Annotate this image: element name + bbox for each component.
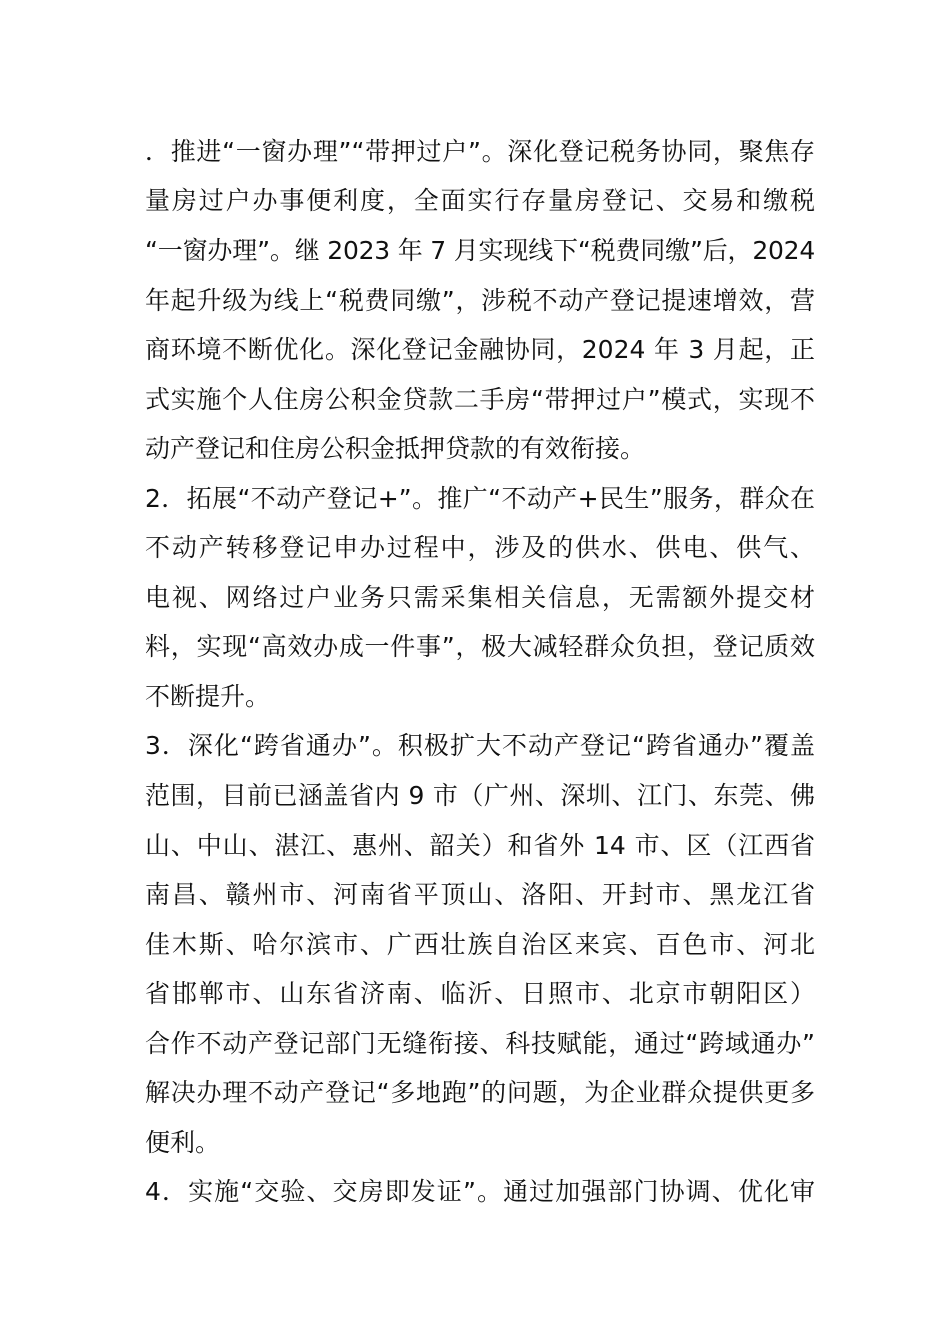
text-line-11: 料，实现“高效办成一件事”，极大减轻群众负担，登记质效 bbox=[145, 632, 815, 661]
text-line-10: 电视、网络过户业务只需采集相关信息，无需额外提交材 bbox=[145, 583, 815, 612]
text-line-7: 动产登记和住房公积金抵押贷款的有效衔接。 bbox=[145, 434, 646, 463]
text-line-5: 商环境不断优化。深化登记金融协同，2024 年 3 月起，正 bbox=[145, 335, 815, 364]
text-line-9: 不动产转移登记申办过程中，涉及的供水、供电、供气、 bbox=[145, 533, 815, 562]
text-line-15: 山、中山、湛江、惠州、韶关）和省外 14 市、区（江西省 bbox=[145, 831, 815, 860]
text-line-13: 3．深化“跨省通办”。积极扩大不动产登记“跨省通办”覆盖 bbox=[145, 731, 815, 760]
text-line-1: ．推进“一窗办理”“带押过户”。深化登记税务协同，聚焦存 bbox=[145, 137, 815, 166]
text-line-17: 佳木斯、哈尔滨市、广西壮族自治区来宾、百色市、河北 bbox=[145, 930, 815, 959]
text-line-20: 解决办理不动产登记“多地跑”的问题，为企业群众提供更多 bbox=[145, 1078, 815, 1107]
text-line-2: 量房过户办事便利度，全面实行存量房登记、交易和缴税 bbox=[145, 186, 815, 215]
text-line-8: 2．拓展“不动产登记+”。推广“不动产+民生”服务，群众在 bbox=[145, 484, 815, 513]
text-line-16: 南昌、赣州市、河南省平顶山、洛阳、开封市、黑龙江省 bbox=[145, 880, 815, 909]
text-line-19: 合作不动产登记部门无缝衔接、科技赋能，通过“跨域通办” bbox=[145, 1029, 815, 1058]
text-line-18: 省邯郸市、山东省济南、临沂、日照市、北京市朝阳区） bbox=[145, 979, 815, 1008]
text-line-21: 便利。 bbox=[145, 1128, 221, 1157]
text-line-4: 年起升级为线上“税费同缴”，涉税不动产登记提速增效，营 bbox=[145, 286, 815, 315]
text-line-14: 范围，目前已涵盖省内 9 市（广州、深圳、江门、东莞、佛 bbox=[145, 781, 815, 810]
text-line-6: 式实施个人住房公积金贷款二手房“带押过户”模式，实现不 bbox=[145, 385, 815, 414]
text-line-22: 4．实施“交验、交房即发证”。通过加强部门协调、优化审 bbox=[145, 1177, 815, 1206]
text-line-12: 不断提升。 bbox=[145, 682, 271, 711]
text-line-3: “一窗办理”。继 2023 年 7 月实现线下“税费同缴”后，2024 bbox=[145, 236, 815, 265]
